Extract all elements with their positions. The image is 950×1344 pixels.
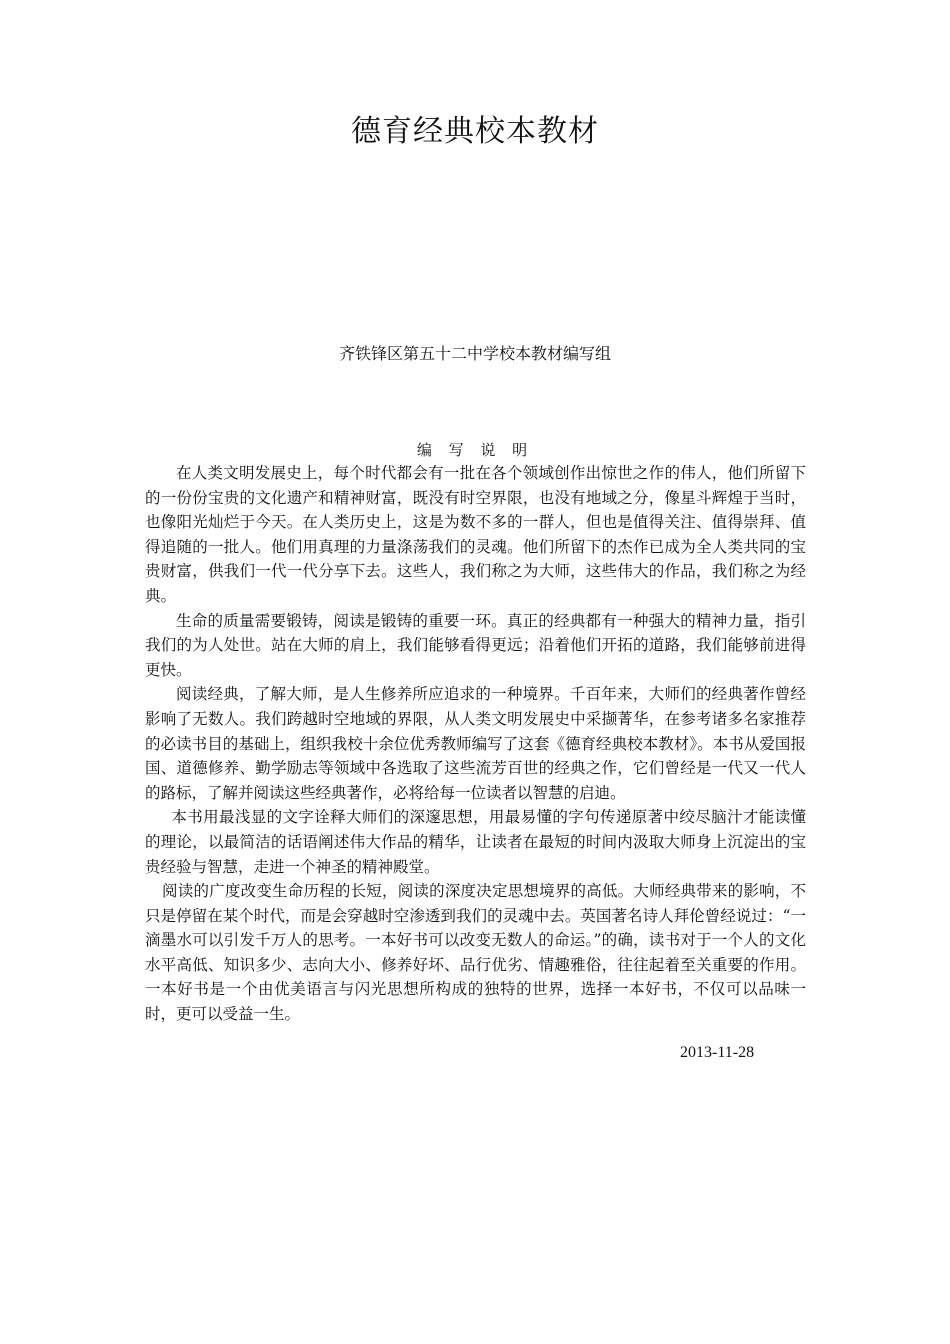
- paragraph-4: 本书用最浅显的文字诠释大师们的深邃思想，用最易懂的字句传递原著中绞尽脑汁才能读懂的理论，以最简洁的话语阐述伟大作品的精华，让读者在最短的时间内汲取大师身上沉淀出的宝贵经验与智慧，走进一个神圣的精神殿堂。: [145, 808, 806, 876]
- section-heading: 编 写 说 明: [416, 441, 534, 459]
- paragraph-1: 在人类文明发展史上，每个时代都会有一批在各个领域创作出惊世之作的伟人，他们所留下的一份份宝贵的文化遗产和精神财富，既没有时空界限，也没有地域之分，像星斗辉煌于当时，也像阳光灿烂于今天。在人类历史上，这是为数不多的一群人，但也是值得关注、值得崇拜、值得追随的一批人。他们用真理的力量涤荡我们的灵魂。他们所留下的杰作已成为全人类共同的宝贵财富，供我们一代一代分享下去。这些人，我们称之为大师，这些伟大的作品，我们称之为经典。: [145, 464, 806, 605]
- document-title: 德育经典校本教材: [351, 114, 599, 149]
- document-date: 2013-11-28: [680, 1044, 755, 1061]
- author-line: 齐铁锋区第五十二中学校本教材编写组: [338, 344, 611, 363]
- paragraph-2: 生命的质量需要锻铸，阅读是锻铸的重要一环。真正的经典都有一种强大的精神力量，指引我们的为人处世。站在大师的肩上，我们能够看得更远；沿着他们开拓的道路，我们能够前进得更快。: [145, 611, 806, 679]
- paragraph-5: 阅读的广度改变生命历程的长短，阅读的深度决定思想境界的高低。大师经典带来的影响，不只是停留在某个时代，而是会穿越时空渗透到我们的灵魂中去。英国著名诗人拜伦曾经说过：“一滴墨水可以引发千万人的思考。一本好书可以改变无数人的命运。”的确，读书对于一个人的文化水平高低、知识多少、志向大小、修养好坏、品行优劣、情趣雅俗，往往起着至关重要的作用。一本好书是一个由优美语言与闪光思想所构成的独特的世界，选择一本好书，不仅可以品味一时，更可以受益一生。: [145, 882, 806, 1024]
- paragraph-3: 阅读经典，了解大师，是人生修养所应追求的一种境界。千百年来，大师们的经典著作曾经影响了无数人。我们跨越时空地域的界限，从人类文明发展史中采撷菁华，在参考诸多名家推荐的必读书目的基础上，组织我校十余位优秀教师编写了这套《德育经典校本教材》。本书从爱国报国、道德修养、勤学励志等领域中各选取了这些流芳百世的经典之作，它们曾经是一代又一代人的路标，了解并阅读这些经典著作，必将给每一位读者以智慧的启迪。: [145, 685, 806, 802]
- section-body: [145, 461, 806, 1027]
